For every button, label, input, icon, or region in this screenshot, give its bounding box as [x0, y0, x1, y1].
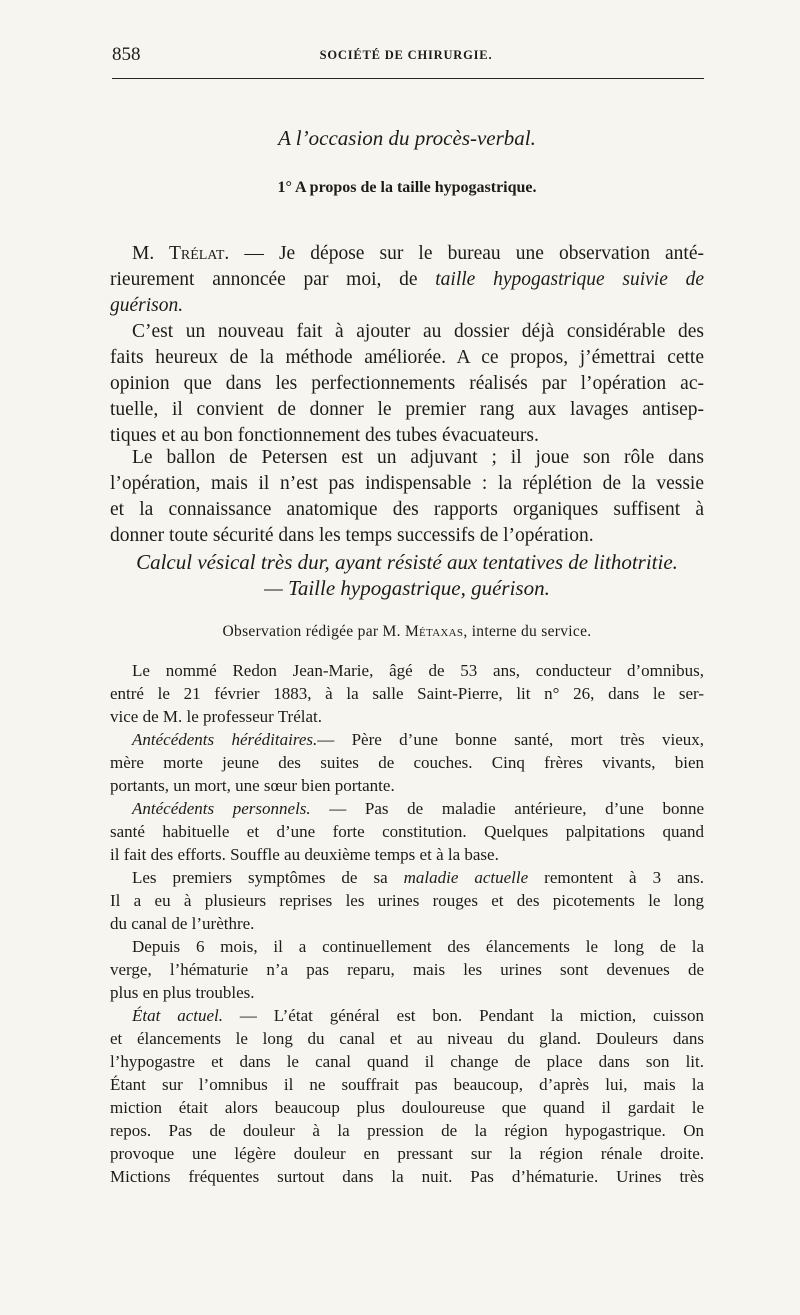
paragraph-line: verge, l’hématurie n’a pas reparu, mais les urines sont devenues de — [110, 960, 704, 979]
paragraph-line: du canal de l’urèthre. — [110, 914, 255, 933]
paragraph-line: tuelle, il convient de donner le premier rang aux lavages antisep- — [110, 399, 704, 420]
paragraph-line: mère morte jeune des suites de couches. Cinq frères vivants, bien — [110, 753, 704, 772]
paragraph-line: miction était alors beaucoup plus douloureuse que quand il gardait le — [110, 1098, 704, 1117]
paragraph-line: État actuel. — L’état général est bon. Pendant la miction, cuisson — [132, 1006, 704, 1025]
page-header — [110, 44, 702, 74]
paragraph-line: Il a eu à plusieurs reprises les urines rouges et des picotements le long — [110, 891, 704, 910]
paragraph-line: il fait des efforts. Souffle au deuxième temps et à la base. — [110, 845, 499, 864]
header-rule — [112, 78, 704, 79]
paragraph-line: Antécédents héréditaires.— Père d’une bonne santé, mort très vieux, — [132, 730, 704, 749]
running-head: SOCIÉTÉ DE CHIRURGIE. — [319, 48, 493, 62]
paragraph-line: l’opération, mais il n’est pas indispensable : la réplétion de la vessie — [110, 473, 704, 494]
speaker-name: M. Trélat. — [132, 243, 230, 264]
author-name: Métaxas — [404, 623, 464, 640]
section-subtitle: 1° A propos de la taille hypogastrique. — [277, 179, 537, 196]
page-number: 858 — [112, 44, 141, 65]
paragraph-line: provoque une légère douleur en pressant sur la région rénale droite. — [110, 1144, 704, 1163]
paragraph-line: Le nommé Redon Jean-Marie, âgé de 53 ans, conducteur d’omnibus, — [132, 661, 704, 680]
case-title: — Taille hypogastrique, guérison. — [264, 576, 550, 600]
paragraph-line: C’est un nouveau fait à ajouter au dossier déjà considérable des — [132, 321, 704, 342]
paragraph-line: Depuis 6 mois, il a continuellement des élancements le long de la — [132, 937, 704, 956]
paragraph-line: guérison. — [110, 295, 184, 316]
paragraph-line: vice de M. le professeur Trélat. — [110, 707, 322, 726]
paragraph-line: donner toute sécurité dans les temps successifs de l’opération. — [110, 525, 594, 546]
paragraph-line: Antécédents personnels. — Pas de maladie antérieure, d’une bonne — [132, 799, 704, 818]
paragraph-line: rieurement annoncée par moi, de taille hypogastrique suivie de — [110, 269, 705, 290]
paragraph-line: Mictions fréquentes surtout dans la nuit. Pas d’hématurie. Urines très — [110, 1167, 704, 1186]
paragraph-line: santé habituelle et d’une forte constitution. Quelques palpitations quand — [110, 822, 704, 841]
paragraph-line: opinion que dans les perfectionnements réalisés par l’opération ac- — [110, 373, 704, 394]
paragraph-line: plus en plus troubles. — [110, 983, 255, 1002]
paragraph-line: Étant sur l’omnibus il ne souffrait pas beaucoup, d’après lui, mais la — [110, 1075, 704, 1094]
paragraph-line: portants, un mort, une sœur bien portante. — [110, 776, 395, 795]
section-title: A l’occasion du procès-verbal. — [278, 126, 536, 150]
paragraph-line: M. Trélat. — Je dépose sur le bureau une observation anté- — [132, 243, 704, 264]
paragraph-line: l’hypogastre et dans le canal quand il change de place dans son lit. — [110, 1052, 704, 1071]
paragraph-line: et la connaissance anatomique des rapports organiques suffisent à — [110, 499, 704, 520]
paragraph-line: et élancements le long du canal et au niveau du gland. Douleurs dans — [110, 1029, 704, 1048]
paragraph-line: faits heureux de la méthode améliorée. A ce propos, j’émettrai cette — [110, 347, 704, 368]
case-title: Calcul vésical très dur, ayant résisté aux tentatives de lithotritie. — [136, 550, 678, 574]
paragraph-line: repos. Pas de douleur à la pression de la région hypogastrique. On — [110, 1121, 704, 1140]
observation-byline: Observation rédigée par M. Métaxas, interne du service. — [222, 623, 592, 640]
paragraph-line: entré le 21 février 1883, à la salle Saint-Pierre, lit n° 26, dans le ser- — [110, 684, 704, 703]
paragraph-line: tiques et au bon fonctionnement des tubes évacuateurs. — [110, 425, 539, 446]
paragraph-line: Le ballon de Petersen est un adjuvant ; il joue son rôle dans — [132, 447, 704, 468]
paragraph-line: Les premiers symptômes de sa maladie actuelle remontent à 3 ans. — [132, 868, 704, 887]
